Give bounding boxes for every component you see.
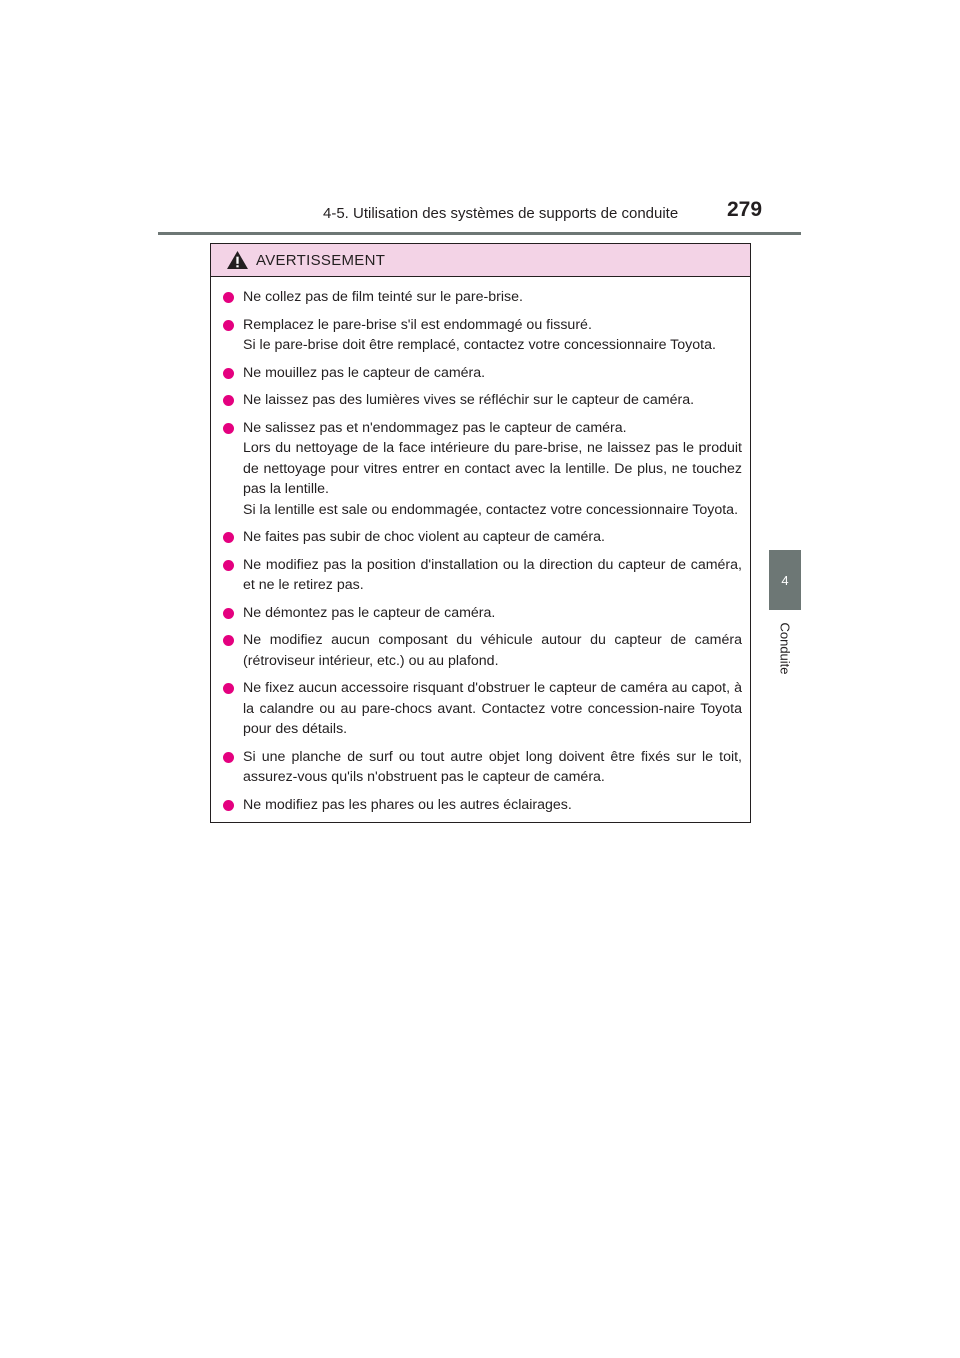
warning-item (223, 363, 742, 384)
bullet-icon (223, 683, 234, 694)
warning-item-text: Ne laissez pas des lumières vives se réfléchir sur le capteur de caméra. (243, 392, 695, 408)
warning-item-text: Ne faites pas subir de choc violent au capteur de caméra. (243, 529, 605, 545)
warning-item (223, 315, 742, 356)
warning-list (211, 277, 750, 815)
warning-title: AVERTISSEMENT (256, 251, 386, 269)
warning-item (223, 527, 742, 548)
bullet-icon (223, 800, 234, 811)
warning-item (223, 390, 742, 411)
chapter-label: Conduite (777, 621, 793, 675)
warning-item (223, 603, 742, 624)
warning-item-text: Ne modifiez aucun composant du véhicule autour du capteur de caméra (rétroviseur intérieur, etc.) ou au plafond. (243, 632, 742, 669)
page-number: 279 (727, 198, 763, 221)
warning-item-text: Ne salissez pas et n'endommagez pas le capteur de caméra. (243, 419, 627, 436)
bullet-icon (223, 532, 234, 543)
header-divider (158, 232, 801, 235)
bullet-icon (223, 635, 234, 646)
chapter-number: 4 (781, 572, 789, 588)
chapter-label-container (765, 618, 805, 678)
bullet-icon (223, 752, 234, 763)
warning-item (223, 555, 742, 596)
warning-item-text: Si le pare-brise doit être remplacé, contactez votre concessionnaire Toyota. (243, 337, 716, 353)
warning-item (223, 747, 742, 788)
warning-item-text: Lors du nettoyage de la face intérieure du pare-brise, ne laissez pas le produit de nettoyage pour vitres entrer en contact avec la lentille. De plus, ne touchez pas la lentille. (243, 440, 742, 497)
warning-item-text: Si une planche de surf ou tout autre objet long doivent être fixés sur le toit, assurez-vous qu'ils n'obstruent pas le capteur de caméra. (243, 748, 742, 785)
warning-item (223, 795, 742, 816)
warning-item (223, 630, 742, 671)
warning-item-text: Si la lentille est sale ou endommagée, contactez votre concessionnaire Toyota. (243, 501, 739, 518)
chapter-tab (769, 550, 801, 610)
bullet-icon (223, 560, 234, 571)
warning-item-text: Ne démontez pas le capteur de caméra. (243, 604, 496, 621)
warning-item-text: Remplacez le pare-brise s'il est endommagé ou fissuré. (243, 316, 592, 333)
warning-item-text: Ne mouillez pas le capteur de caméra. (243, 364, 486, 381)
warning-triangle-icon (226, 250, 249, 270)
warning-box (210, 243, 751, 823)
bullet-icon (223, 320, 234, 331)
bullet-icon (223, 423, 234, 434)
warning-header (211, 244, 750, 277)
warning-item (223, 287, 742, 308)
warning-item-text: Ne modifiez pas les phares ou les autres éclairages. (243, 796, 572, 813)
bullet-icon (223, 292, 234, 303)
section-title: 4-5. Utilisation des systèmes de supports de conduite (323, 205, 679, 222)
warning-item-text: Ne modifiez pas la position d'installation ou la direction du capteur de caméra, et ne le retirez pas. (243, 556, 742, 593)
warning-item-text: Ne collez pas de film teinté sur le pare-brise. (243, 289, 523, 305)
bullet-icon (223, 368, 234, 379)
bullet-icon (223, 608, 234, 619)
warning-item (223, 678, 742, 740)
warning-item-text: Ne fixez aucun accessoire risquant d'obstruer le capteur de caméra au capot, à la calandre ou au pare-chocs avant. Contactez votre concession-naire Toyota pour des détails. (243, 680, 742, 737)
warning-item (223, 418, 742, 521)
bullet-icon (223, 395, 234, 406)
